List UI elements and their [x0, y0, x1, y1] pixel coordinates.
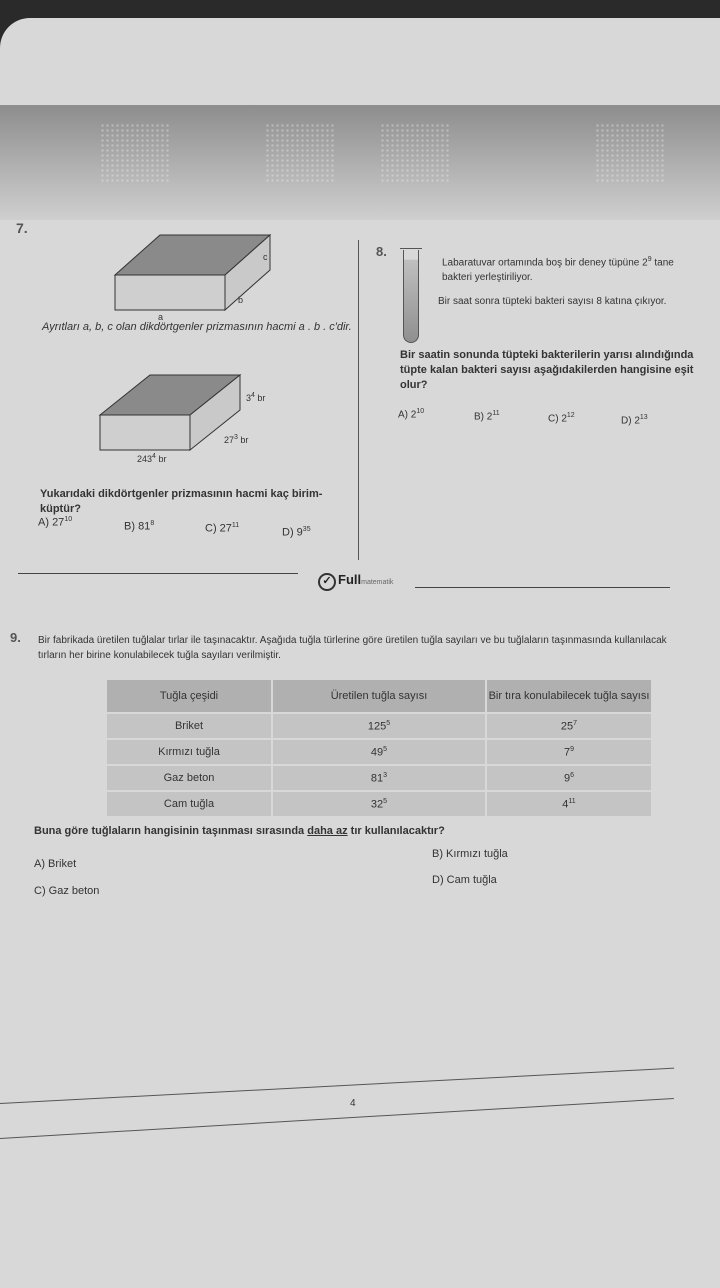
- band-dots: [100, 123, 170, 183]
- q7-question: Yukarıdaki dikdörtgenler prizmasının hacmi kaç birim-küptür?: [40, 488, 323, 515]
- divider-right: [415, 587, 670, 588]
- header-band: [0, 105, 720, 220]
- table-header-cell: Üretilen tuğla sayısı: [272, 679, 486, 713]
- q7-option-d[interactable]: D) $9^{35}$: [282, 526, 311, 539]
- table-header-cell: Bir tıra konulabilecek tuğla sayısı: [486, 679, 652, 713]
- brand-logo: ✓ Fullmatematik: [318, 572, 393, 591]
- box2-height-label: $3^4$ br: [246, 392, 266, 403]
- q8-option-a[interactable]: A) $2^{10}$: [398, 408, 425, 421]
- band-dots: [265, 123, 335, 183]
- capacity-cell: $25^7$: [486, 713, 652, 739]
- q7-number: 7.: [16, 220, 28, 236]
- q8-option-d[interactable]: D) $2^{13}$: [621, 414, 648, 427]
- q7-box1-figure: [110, 230, 280, 325]
- box2-depth-label: $27^3$ br: [224, 434, 249, 445]
- box1-label-c: c: [263, 252, 268, 262]
- table-header-row: [106, 679, 652, 713]
- brick-type-cell: Kırmızı tuğla: [106, 739, 272, 765]
- table-row: [106, 739, 652, 765]
- table-header-cell: Tuğla çeşidi: [106, 679, 272, 713]
- brick-type-cell: Cam tuğla: [106, 791, 272, 817]
- q7-option-c[interactable]: C) $27^{11}$: [205, 522, 240, 535]
- table-row: [106, 713, 652, 739]
- q7-intro-text: Ayrıtları a, b, c olan dikdörtgenler prizmasının hacmi a . b . c'dir.: [42, 321, 352, 333]
- brick-table: [105, 678, 653, 818]
- q7-option-a[interactable]: A) $27^{10}$: [38, 516, 73, 529]
- q7-option-b[interactable]: B) $81^8$: [124, 520, 155, 533]
- page-number: 4: [350, 1098, 356, 1109]
- check-icon: ✓: [318, 573, 336, 591]
- table-row: [106, 791, 652, 817]
- q7-box2-figure: [95, 370, 275, 465]
- box1-label-b: b: [238, 295, 244, 305]
- test-tube-icon: [403, 250, 419, 343]
- q8-question: Bir saatin sonunda tüpteki bakterilerin yarısı alındığında tüpte kalan bakteri sayısı aşağıdakilerden hangisine eşit olur?: [400, 349, 694, 391]
- box2-width-label: $243^4$ br: [137, 453, 167, 464]
- column-divider: [358, 240, 359, 560]
- q9-option-a[interactable]: A) Briket: [34, 858, 77, 870]
- q8-option-c[interactable]: C) $2^{12}$: [548, 412, 575, 425]
- production-cell: $81^3$: [272, 765, 486, 791]
- table-row: [106, 765, 652, 791]
- production-cell: $125^5$: [272, 713, 486, 739]
- capacity-cell: $4^{11}$: [486, 791, 652, 817]
- capacity-cell: $9^6$: [486, 765, 652, 791]
- divider-left: [18, 573, 298, 574]
- capacity-cell: $7^9$: [486, 739, 652, 765]
- q9-text: Bir fabrikada üretilen tuğlalar tırlar ile taşınacaktır. Aşağıda tuğla türlerine göre üretilen tuğla sayıları ve bu tuğlaların taşınmasında kullanılacak tırların her birine konulabilecek tuğla sayıları verilmiştir.: [38, 635, 667, 661]
- q9-option-c[interactable]: C) Gaz beton: [34, 885, 100, 897]
- band-dots: [380, 123, 450, 183]
- production-cell: $32^5$: [272, 791, 486, 817]
- q8-number: 8.: [376, 244, 387, 259]
- q8-text1: Labaratuvar ortamında boş bir deney tüpüne $2^9$ tane bakteri yerleştiriliyor.: [442, 256, 674, 284]
- brick-type-cell: Briket: [106, 713, 272, 739]
- q9-option-d[interactable]: D) Cam tuğla: [432, 874, 497, 886]
- brick-type-cell: Gaz beton: [106, 765, 272, 791]
- q8-option-b[interactable]: B) $2^{11}$: [474, 410, 500, 423]
- q9-option-b[interactable]: B) Kırmızı tuğla: [432, 848, 508, 860]
- band-dots: [595, 123, 665, 183]
- production-cell: $49^5$: [272, 739, 486, 765]
- q8-text2: Bir saat sonra tüpteki bakteri sayısı 8 katına çıkıyor.: [438, 296, 667, 307]
- box1-label-a: a: [158, 312, 164, 322]
- q9-number: 9.: [10, 630, 21, 645]
- q9-question: Buna göre tuğlaların hangisinin taşınması sırasında daha az tır kullanılacaktır?: [34, 825, 445, 837]
